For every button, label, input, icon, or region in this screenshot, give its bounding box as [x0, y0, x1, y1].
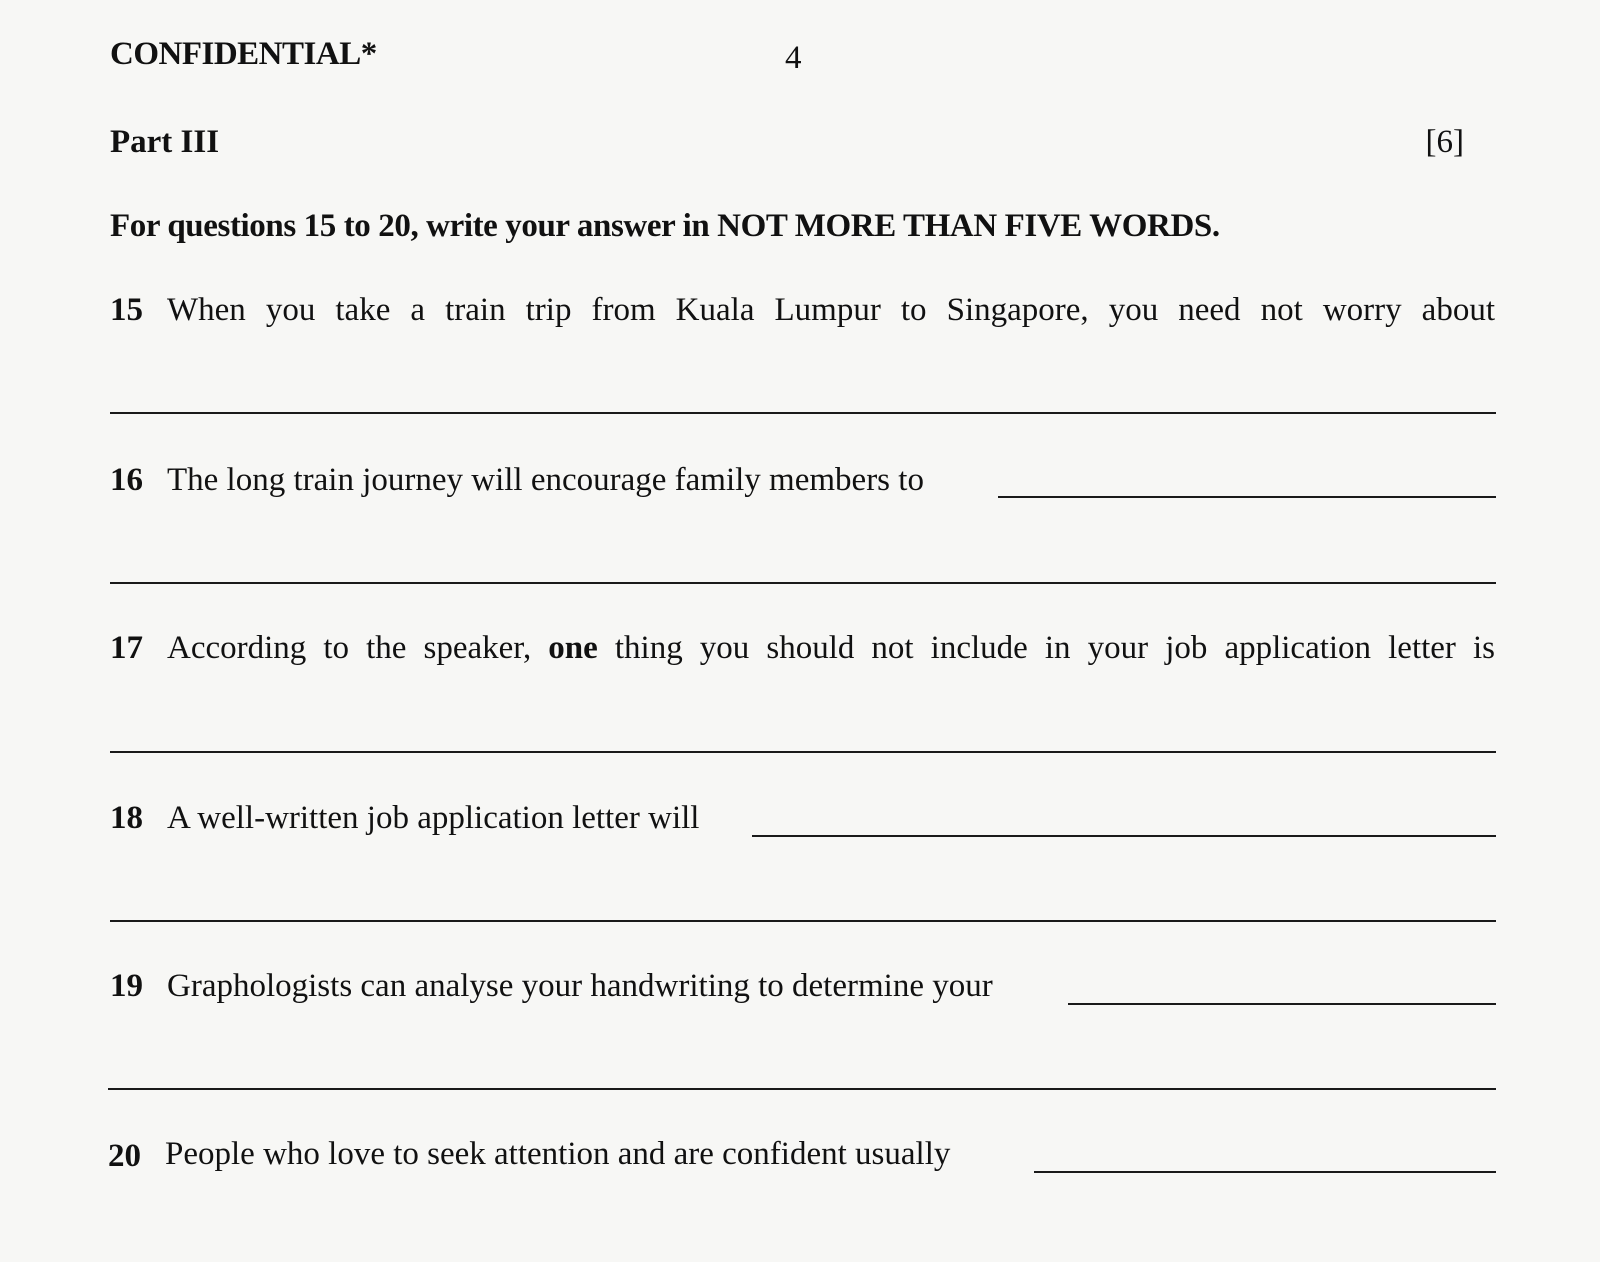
question-number: 15 [110, 292, 143, 328]
question-text: Graphologists can analyse your handwriting to determine your [167, 968, 993, 1004]
answer-line[interactable] [110, 582, 1496, 584]
confidential-label: CONFIDENTIAL* [110, 36, 377, 72]
answer-line[interactable] [110, 412, 1496, 414]
question-text: People who love to seek attention and are confident usually [165, 1136, 951, 1172]
answer-line[interactable] [1068, 1003, 1496, 1005]
question-number: 18 [110, 800, 143, 836]
question-text: When you take a train trip from Kuala Lumpur to Singapore, you need not worry about [167, 292, 1495, 328]
emphasis-word: one [548, 630, 598, 666]
question-number: 19 [110, 968, 143, 1004]
question-number: 20 [108, 1138, 141, 1174]
instructions: For questions 15 to 20, write your answer in NOT MORE THAN FIVE WORDS. [110, 208, 1220, 244]
question-number: 16 [110, 462, 143, 498]
question-text-part: thing you should not include in your job application letter is [614, 630, 1496, 666]
answer-line[interactable] [1034, 1171, 1496, 1173]
question-text: The long train journey will encourage family members to [167, 462, 924, 498]
question-text-part: According to the speaker, [167, 630, 532, 666]
page-number: 4 [785, 40, 802, 76]
answer-line[interactable] [752, 835, 1496, 837]
question-text: A well-written job application letter will [167, 800, 700, 836]
part-marks: [6] [1425, 124, 1464, 160]
question-text [167, 630, 1495, 667]
answer-line[interactable] [108, 1088, 1496, 1090]
answer-line[interactable] [110, 751, 1496, 753]
question-number: 17 [110, 630, 143, 666]
answer-line[interactable] [110, 920, 1496, 922]
answer-line[interactable] [998, 496, 1496, 498]
part-title: Part III [110, 124, 220, 160]
